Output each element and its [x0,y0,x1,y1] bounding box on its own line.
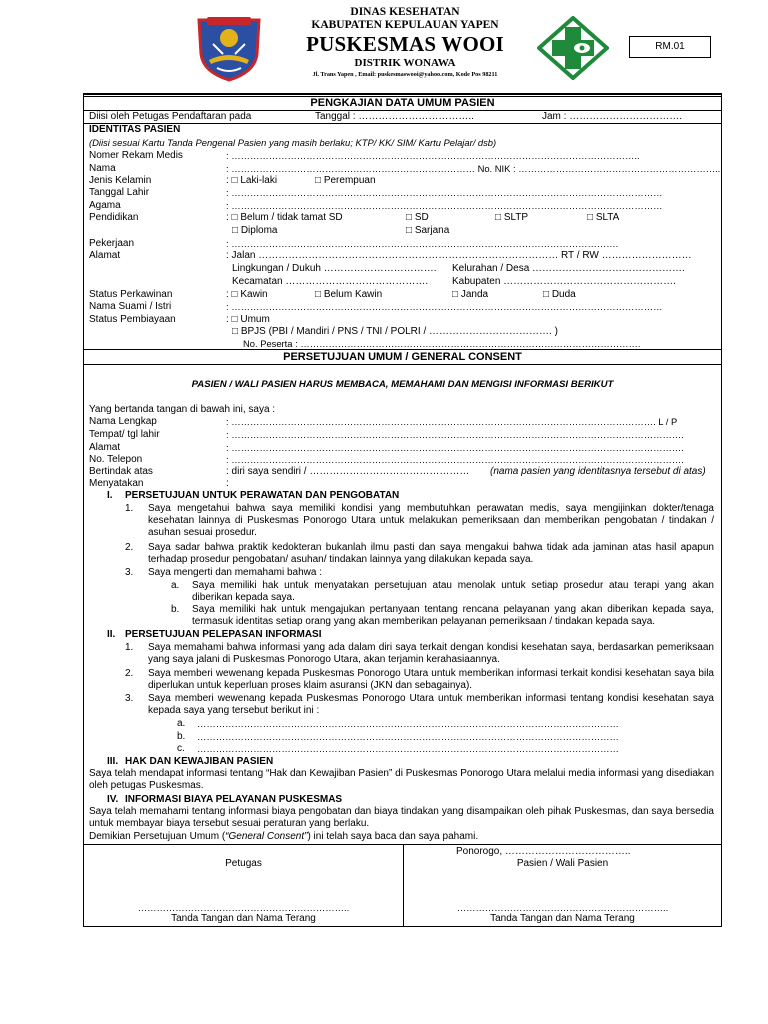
consent-label-nama: Nama Lengkap [89,416,157,427]
s2-blank-b-field[interactable]: ……………………………………………………………………………………………………………………… [197,731,619,742]
address-desa-field[interactable]: Kelurahan / Desa ………………………………………. [452,263,685,274]
marital-duda-checkbox[interactable]: □ Duda [543,289,576,300]
label-religion: Agama [89,200,121,211]
dob-field[interactable]: : ………………………………………………………………………………………………………………………… [226,187,663,198]
s2-blank-c-letter: c. [177,743,185,754]
officer-label: Petugas [225,858,262,869]
s1-p2-text: Saya sadar bahwa praktik kedokteran bukanlah ilmu pasti dan saya mengakui bahwa tidak ada jaminan atas hasil apapun terhadap prosedur pengobatan/ asuhan/ tindakan lainnya yang dilakukan kepada saya. [148,542,714,565]
address-street-field[interactable]: : Jalan ……………………………………………………………………………… RT / RW ……………………… [226,250,692,261]
section-1-num: I. [107,490,113,501]
s2-blank-a-letter: a. [177,718,186,729]
patient-signature-caption: Tanda Tangan dan Nama Terang [490,913,635,924]
edu-diploma-checkbox[interactable]: □ Diploma [232,225,278,236]
label-marital: Status Perkawinan [89,289,173,300]
fill-note-label: Diisi oleh Petugas Pendaftaran pada [89,111,252,122]
edu-sarjana-checkbox[interactable]: □ Sarjana [406,225,450,236]
s1-p1-num: 1. [125,503,134,514]
consent-instruction: PASIEN / WALI PASIEN HARUS MEMBACA, MEMAHAMI DAN MENGISI INFORMASI BERIKUT [191,379,614,390]
s1-p3b-text: Saya memiliki hak untuk mengajukan pertanyaan tentang rencana pelayanan yang akan diberikan kepada saya, termasuk identitas setiap orang yang akan memberikan pelayanan pemeriksaan / tindakan kepada saya. [192,604,714,627]
fill-note-date[interactable]: Tanggal : …………………………….. [315,111,474,122]
section-2-num: II. [107,629,116,640]
label-education: Pendidikan [89,212,139,223]
label-rm: Nomer Rekam Medis [89,150,183,161]
s2-blank-a-field[interactable]: ……………………………………………………………………………………………………………………… [197,718,619,729]
section-3-num: III. [107,756,119,767]
label-address: Alamat [89,250,121,261]
section-4-num: IV. [107,794,119,805]
religion-field[interactable]: : ………………………………………………………………………………………………………………………… [226,200,663,211]
address-line: Jl. Trans Yapen , Email: puskesmaswooi@yahoo.com, Kode Pos 98211 [312,71,498,78]
consent-telp-field[interactable]: : ………………………………………………………………………………………………………………………………. [226,454,684,465]
section-4-text: Saya telah memahami tentang informasi biaya pengobatan dan biaya tindakan yang disampaikan oleh pihak Puskesmas, dan saya bersedia untuk membayar biaya tersebut sesuai peraturan yang berlaku. [89,806,714,829]
edu-sd-checkbox[interactable]: □ SD [406,212,429,223]
address-kecamatan-field[interactable]: Kecamatan ……………………………………. [232,276,429,287]
regency-name: KABUPATEN KEPULAUAN YAPEN [311,19,499,31]
rm-field[interactable]: : ………………………………………………………………………………………………………………….. [226,150,640,161]
nama-nik-field[interactable]: : …………………………………………………………………… No. NIK : ……………………………………………………….. [226,163,721,174]
patient-signature-line[interactable]: ………………………………………………………….. [456,902,669,913]
s1-p2-num: 2. [125,542,134,553]
gender-male-checkbox[interactable]: : □ Laki-laki [226,175,278,186]
puskesmas-name: PUSKESMAS WOOI [306,32,504,56]
doc-code: RM.01 [655,41,685,52]
payment-umum-checkbox[interactable]: : □ Umum [226,314,270,325]
agency-name: DINAS KESEHATAN [350,6,460,18]
label-job: Pekerjaan [89,238,135,249]
section-4-heading: INFORMASI BIAYA PELAYANAN PUSKESMAS [125,794,343,805]
s1-p3a-letter: a. [171,580,180,591]
label-dob: Tanggal Lahir [89,187,150,198]
closing-statement-pre: Demikian Persetujuan Umum ( [89,831,226,842]
marital-kawin-checkbox[interactable]: : □ Kawin [226,289,268,300]
s2-p3-text: Saya memberi wewenang kepada Puskesmas Ponorogo Utara untuk memberikan informasi tentang kondisi kesehatan saya kepada saya yang tersebut berikut ini : [148,693,714,716]
s2-p1-num: 1. [125,642,134,653]
section-3-heading: HAK DAN KEWAJIBAN PASIEN [125,756,274,767]
section-title-general-consent: PERSETUJUAN UMUM / GENERAL CONSENT [283,351,522,363]
spouse-field[interactable]: : ………………………………………………………………………………………………………………………… [226,301,663,312]
consent-alamat-field[interactable]: : ………………………………………………………………………………………………………………………………. [226,442,684,453]
s2-p3-num: 3. [125,693,134,704]
consent-label-atas: Bertindak atas [89,466,153,477]
job-field[interactable]: : ……………………………………………………………………………………………………………. [226,238,619,249]
district-name: DISTRIK WONAWA [354,57,456,69]
section-3-text: Saya telah mendapat informasi tentang “Hak dan Kewajiban Pasien” di Puskesmas Ponorogo Utara melalui media informasi yang disediakan oleh petugas Puskesmas. [89,768,714,791]
place-date-field[interactable]: Ponorogo, ……………………………….. [456,846,631,857]
edu-belum-sd-checkbox[interactable]: : □ Belum / tidak tamat SD [226,212,343,223]
marital-janda-checkbox[interactable]: □ Janda [452,289,489,300]
identity-heading: IDENTITAS PASIEN [89,124,181,135]
label-gender: Jenis Kelamin [89,175,152,186]
consent-atas-field[interactable]: : diri saya sendiri / ………………………………………… [226,466,470,477]
section-title-patient-data: PENGKAJIAN DATA UMUM PASIEN [310,97,495,109]
s2-p2-text: Saya memberi wewenang kepada Puskesmas Ponorogo Utara untuk memberikan informasi terkait kondisi kesehatan saya bila diperlukan untuk keperluan proses klaim asuransi (JKN dan sebagainya). [148,668,714,691]
identity-note: (Diisi sesuai Kartu Tanda Pengenal Pasien yang masih berlaku; KTP/ KK/ SIM/ Kartu Pelajar/ dsb) [89,137,497,148]
s2-blank-c-field[interactable]: ……………………………………………………………………………………………………………………… [197,743,619,754]
doc-code-box [629,36,711,58]
consent-name-field[interactable]: : ………………………………………………………………………………………………………………………. L / P [226,416,678,427]
consent-label-ttl: Tempat/ tgl lahir [89,429,160,440]
section-2-heading: PERSETUJUAN PELEPASAN INFORMASI [125,629,322,640]
consent-label-menyatakan: Menyatakan [89,478,144,489]
s2-p2-num: 2. [125,668,134,679]
closing-statement-em: “General Consent” [225,831,308,842]
s1-p1-text: Saya mengetahui bahwa saya memiliki kondisi yang membutuhkan perawatan medis, saya mengijinkan dokter/tenaga kesehatan lainnya di Puskesmas Ponorogo Utara untuk melakukan pemeriksaan dan memberikan pengobatan / tindakan / asuhan sesuai prosedur. [148,503,714,538]
fill-note-time[interactable]: Jam : ……………………………. [542,111,683,122]
closing-statement [89,831,478,843]
consent-intro: Yang bertanda tangan di bawah ini, saya : [89,404,276,415]
consent-ttl-field[interactable]: : ………………………………………………………………………………………………………………………………. [226,429,684,440]
s1-p3a-text: Saya memiliki hak untuk menyatakan persetujuan atau menolak untuk setiap prosedur atau terapi yang akan diberikan kepada saya. [192,580,714,603]
consent-label-telp: No. Telepon [89,454,143,465]
address-dukuh-field[interactable]: Lingkungan / Dukuh ……………………………. [232,263,437,274]
s1-p3-num: 3. [125,567,134,578]
payment-bpjs-checkbox[interactable]: □ BPJS (PBI / Mandiri / PNS / TNI / POLRI / ………………………………. ) [232,326,558,337]
consent-menyatakan-colon: : [226,478,229,489]
address-kabupaten-field[interactable]: Kabupaten ……………………………………………. [452,276,676,287]
officer-signature-caption: Tanda Tangan dan Nama Terang [171,913,316,924]
marital-belum-checkbox[interactable]: □ Belum Kawin [315,289,383,300]
consent-atas-note: (nama pasien yang identitasnya tersebut di atas) [490,466,706,477]
edu-sltp-checkbox[interactable]: □ SLTP [495,212,529,223]
puskesmas-logo [537,16,609,80]
consent-label-alamat: Alamat [89,442,121,453]
s1-p3b-letter: b. [171,604,180,615]
regency-crest-logo [193,14,265,82]
s1-p3-text: Saya mengerti dan memahami bahwa : [148,567,322,578]
payment-peserta-field[interactable]: No. Peserta : ………………………………………………………………………………………………. [243,338,641,349]
section-1-heading: PERSETUJUAN UNTUK PERAWATAN DAN PENGOBATAN [125,490,400,501]
label-spouse: Nama Suami / Istri [89,301,172,312]
label-nama: Nama [89,163,116,174]
gender-female-checkbox[interactable]: □ Perempuan [315,175,376,186]
patient-label: Pasien / Wali Pasien [516,858,609,869]
closing-statement-post: ) ini telah saya baca dan saya pahami. [307,831,479,842]
officer-signature-line[interactable]: ………………………………………………………….. [137,902,350,913]
label-payment: Status Pembiayaan [89,314,176,325]
s2-blank-b-letter: b. [177,731,186,742]
edu-slta-checkbox[interactable]: □ SLTA [587,212,620,223]
s2-p1-text: Saya memahami bahwa informasi yang ada dalam diri saya terkait dengan kondisi kesehatan saya, berdasarkan pemeriksaan yang saya jalani di Puskesmas Ponorogo Utara, akan terjamin kerahasiaannya. [148,642,714,665]
